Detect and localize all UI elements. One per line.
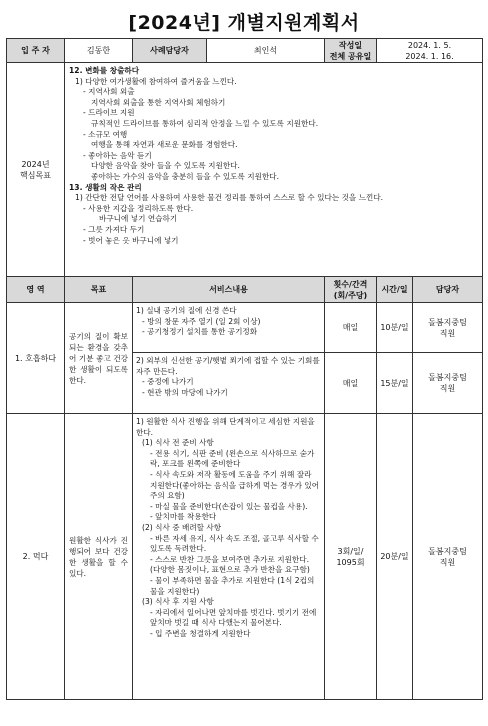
table-row xyxy=(7,414,483,700)
col-staff: 담당자 xyxy=(413,277,483,303)
case-manager-label: 사례담당자 xyxy=(133,39,207,63)
col-goal: 목표 xyxy=(65,277,133,303)
case-manager-name: 최인석 xyxy=(207,39,325,63)
time-cell: 20분/일 xyxy=(377,414,413,700)
info-row xyxy=(7,39,483,63)
service-line: - 중정에 나가기 xyxy=(142,377,194,387)
goal-line: - 벗어 놓은 옷 바구니에 넣기 xyxy=(83,235,179,245)
frequency-line1: 3회/일/ xyxy=(337,546,364,556)
goal-line: - 소규모 여행 xyxy=(83,129,128,139)
goal-line: - 좋아하는 음악 듣기 xyxy=(83,150,152,160)
service-line: - 자리에서 일어나면 앞치마를 벗긴다. 벗기기 전에 앞치마 벗길 때 식사 다했는지 물어본다. xyxy=(150,607,317,628)
written-dates xyxy=(377,39,483,63)
staff-line2: 직원 xyxy=(439,557,456,567)
written-label-line2: 전체 공유일 xyxy=(329,51,372,61)
service-line: - 공기청정기 설치를 통한 공기정화 xyxy=(142,327,258,337)
service-line: - 전용 식기, 식판 준비 (왼손으로 식사하므로 숟가락, 포크를 왼쪽에 준비한다 xyxy=(150,448,315,469)
col-time: 시간/일 xyxy=(377,277,413,303)
time-cell: 15분/일 xyxy=(377,353,413,414)
area-eat: 2. 먹다 xyxy=(7,414,65,700)
staff-line1: 돌봄지중팀 xyxy=(428,373,467,382)
resident-label: 입 주 자 xyxy=(7,39,65,63)
service-line: - 바른 자세 유지, 식사 속도 조절, 골고루 식사할 수 있도록 독려한다. xyxy=(150,533,319,554)
written-label xyxy=(325,39,377,63)
staff-line1: 돌봄지중팀 xyxy=(428,317,467,327)
col-frequency xyxy=(325,277,377,303)
core-goals-label-text: 핵심목표 xyxy=(20,170,51,180)
goal-line: - 그릇 가져다 두기 xyxy=(83,224,145,234)
col-frequency-line1: 횟수/간격 xyxy=(333,279,368,289)
service-line: 1) 실내 공기의 질에 신경 쓴다 xyxy=(136,306,237,315)
staff-cell xyxy=(413,414,483,700)
goal-line: - 지역사회 외출 xyxy=(83,87,135,97)
goal-breathe: 공기의 질이 확보되는 환경을 갖추어 기분 좋고 건강한 생활이 되도록 한다. xyxy=(65,303,133,414)
core-goals-label-year: 2024년 xyxy=(21,159,50,169)
goal-line: 지역사회 외출을 통한 지역사회 체험하기 xyxy=(91,97,226,107)
goal-line: 여행을 통해 자연과 새로운 문화를 경험한다. xyxy=(91,140,238,150)
shared-date: 2024. 1. 16. xyxy=(405,51,454,61)
goal-line: 다양한 음악을 찾아 들을 수 있도록 지원한다. xyxy=(91,161,240,171)
frequency-cell: 매일 xyxy=(325,303,377,353)
service-line: (1) 식사 전 준비 사항 xyxy=(142,438,214,448)
service-eat xyxy=(133,414,325,700)
resident-name: 김동한 xyxy=(65,39,133,63)
goal-line: 규칙적인 드라이브를 통하여 심리적 안정을 느낄 수 있도록 지원한다. xyxy=(91,118,319,128)
core-goals-content xyxy=(65,63,483,277)
service-line: 1) 원활한 식사 진행을 위해 단계적이고 세심한 지원을 한다. xyxy=(136,417,315,437)
service-line: - 방의 창문 자주 열기 (일 2회 이상) xyxy=(142,316,261,326)
area-breathe: 1. 호흡하다 xyxy=(7,303,65,414)
goal-line: 12. 변화를 창출하다 xyxy=(69,66,140,75)
core-goals-row xyxy=(7,63,483,277)
service-line: - 물이 부족하면 물을 추가로 지원한다 (1식 2컵의 물을 지원한다) xyxy=(150,575,315,596)
column-header-row xyxy=(7,277,483,303)
service-line: (3) 식사 후 지원 사항 xyxy=(142,597,214,607)
col-service: 서비스내용 xyxy=(133,277,325,303)
table-row xyxy=(7,303,483,353)
staff-cell xyxy=(413,303,483,353)
goal-line: 바구니에 넣기 연습하기 xyxy=(99,214,178,224)
goal-line: 1) 다양한 여가생활에 참여하여 즐거움을 느낀다. xyxy=(75,76,237,86)
service-line: - 식사 속도와 저작 활동에 도움을 주기 위해 잘라 지원한다(좋아하는 음식을 급하게 먹는 경우가 있어 주의 요함) xyxy=(150,469,320,501)
staff-line2: 직원 xyxy=(439,384,456,393)
staff-line2: 직원 xyxy=(439,328,456,338)
frequency-line2: 1095회 xyxy=(336,557,365,567)
service-breathe-1 xyxy=(133,303,325,353)
frequency-cell: 매일 xyxy=(325,353,377,414)
frequency-cell xyxy=(325,414,377,700)
service-line: (2) 식사 중 배려할 사항 xyxy=(142,522,222,532)
staff-cell xyxy=(413,353,483,414)
service-breathe-2 xyxy=(133,353,325,414)
document-title: [2024년] 개별지원계획서 xyxy=(128,12,360,34)
goal-line: 13. 생활의 작은 관리 xyxy=(69,182,142,192)
goal-line: 좋아하는 가수의 음악을 충분히 들을 수 있도록 지원한다. xyxy=(91,171,280,181)
goal-eat: 원활한 식사가 진행되어 보다 건강한 생활을 할 수 있다. xyxy=(65,414,133,700)
service-line: - 스스로 반찬 그릇을 보여주면 추가로 지원한다. (다양한 몸짓이나, 표현으로 추가 반찬을 요구함) xyxy=(150,554,310,575)
written-label-line1: 작성일 xyxy=(338,40,363,50)
service-line: 2) 외부의 신선한 공기/햇볕 쬐기에 접할 수 있는 기회를 자주 만든다. xyxy=(136,356,320,376)
col-frequency-line2: (회/주당) xyxy=(333,290,368,300)
time-cell: 10분/일 xyxy=(377,303,413,353)
goal-line: 1) 간단한 전달 언어를 사용하여 사용한 물건 정리를 통하여 스스로 할 수 있다는 것을 느낀다. xyxy=(75,193,384,203)
written-date: 2024. 1. 5. xyxy=(407,40,452,50)
service-line: - 마실 물을 준비한다(손잡이 있는 물컵을 사용). xyxy=(150,501,308,511)
service-line: - 현관 밖의 마당에 나가기 xyxy=(142,387,228,397)
service-line: - 앞치마를 착용한다 xyxy=(150,512,217,522)
goal-line: - 드라이브 지원 xyxy=(83,108,135,118)
core-goals-label xyxy=(7,63,65,277)
col-area: 영 역 xyxy=(7,277,65,303)
service-line: - 입 주변을 청결하게 지원한다 xyxy=(150,628,251,638)
goal-line: - 사용한 지갑을 정리하도록 한다. xyxy=(83,203,194,213)
support-plan-table xyxy=(6,38,483,700)
staff-line1: 돌봄지중팀 xyxy=(428,546,467,556)
